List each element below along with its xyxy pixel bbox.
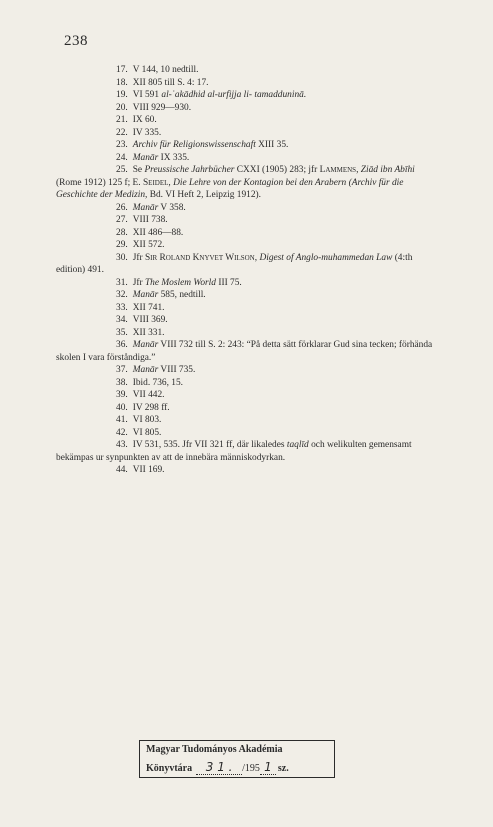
endnote-number: 43.	[116, 440, 128, 450]
endnote-text: XII 805 till S. 4: 17.	[132, 77, 209, 88]
endnote-text: Preussische Jahrbücher	[144, 165, 235, 175]
endnote-item	[56, 402, 440, 415]
endnote-item	[56, 102, 440, 115]
endnote-item	[56, 327, 440, 340]
endnote-text: al-ʿakādhid al-urfijja li- tamadduninā.	[161, 90, 307, 100]
endnote-item	[56, 314, 440, 327]
endnote-text: Ibid. 736, 15.	[132, 377, 183, 388]
stamp-institution: Magyar Tudományos Akadémia	[146, 744, 283, 755]
endnote-text: IX 335.	[158, 152, 190, 163]
endnote-text: VI 803.	[132, 415, 162, 425]
endnote-number: 35.	[116, 327, 128, 338]
endnote-number: 39.	[116, 390, 128, 400]
endnote-number: 24.	[116, 152, 128, 163]
endnote-item	[56, 289, 440, 302]
endnote-item	[56, 339, 440, 364]
endnote-text: The Moslem World	[144, 277, 216, 288]
endnote-number: 33.	[116, 302, 128, 313]
endnote-item	[56, 302, 440, 315]
endnote-text: VI 805.	[132, 427, 162, 438]
endnote-item	[56, 139, 440, 152]
endnote-text: VII 169.	[132, 465, 165, 475]
endnote-text: 585, nedtill.	[158, 290, 206, 300]
endnote-text: Manār	[132, 340, 159, 350]
endnote-number: 17.	[116, 65, 128, 75]
endnote-text: ,	[356, 165, 361, 175]
endnote-text: IX 60.	[132, 115, 157, 125]
endnote-item	[56, 414, 440, 427]
endnote-number: 25.	[116, 165, 128, 175]
endnote-text: XIII 35.	[255, 140, 289, 150]
endnote-text: ,	[254, 252, 260, 263]
endnote-number: 22.	[116, 127, 128, 138]
library-stamp	[139, 740, 335, 778]
endnote-text: IV 298 ff.	[132, 402, 170, 413]
endnote-text: Se	[132, 165, 145, 175]
endnote-text: Archiv für Religionswissenschaft	[132, 140, 256, 150]
endnote-number: 40.	[116, 402, 128, 413]
endnote-item	[56, 227, 440, 240]
stamp-year: /195	[242, 763, 260, 774]
endnote-text: Manār	[132, 152, 159, 163]
endnote-item	[56, 252, 440, 277]
endnote-item	[56, 89, 440, 102]
endnote-text: VIII 738.	[132, 215, 168, 225]
endnote-number: 26.	[116, 202, 128, 213]
endnote-text: VIII 369.	[132, 315, 168, 325]
endnote-item	[56, 277, 440, 290]
endnote-item	[56, 464, 440, 477]
endnote-item	[56, 427, 440, 440]
endnote-text: ,	[168, 177, 174, 188]
endnote-item	[56, 202, 440, 215]
endnotes-list	[56, 64, 440, 477]
stamp-line-1	[146, 744, 328, 760]
endnote-number: 37.	[116, 365, 128, 375]
endnote-number: 21.	[116, 115, 128, 125]
endnote-text: Die Lehre von der Kontagion bei den Arabern (Archiv für die Geschichte der Medizin,	[56, 177, 404, 200]
endnote-number: 23.	[116, 140, 128, 150]
endnote-number: 30.	[116, 252, 128, 263]
endnote-text: Digest of Anglo-muhammedan Law	[259, 252, 393, 263]
endnote-text: CXXI (1905) 283; jfr	[234, 165, 320, 175]
endnote-item	[56, 114, 440, 127]
endnote-text: Jfr	[132, 277, 145, 288]
endnote-text: XII 486—88.	[132, 227, 184, 238]
endnote-number: 42.	[116, 427, 128, 438]
endnote-number: 34.	[116, 315, 128, 325]
endnote-text: (4:th edition) 491.	[56, 252, 413, 275]
endnote-number: 44.	[116, 465, 128, 475]
endnote-text: XII 572.	[132, 240, 165, 250]
stamp-abbr: sz.	[277, 763, 289, 774]
endnote-text: V 144, 10 nedtill.	[132, 65, 199, 75]
endnote-item	[56, 364, 440, 377]
endnote-number: 29.	[116, 240, 128, 250]
endnote-number: 31.	[116, 277, 128, 288]
endnote-number: 18.	[116, 77, 128, 88]
endnote-text: Sir Roland Knyvet Wilson	[144, 252, 255, 263]
endnote-text: VIII 735.	[158, 365, 196, 375]
endnote-text: V 358.	[158, 202, 186, 213]
endnote-text: och welikulten gemensamt bekämpas ur synpunkten av att de innebära människodyrkan.	[56, 440, 412, 463]
endnote-item	[56, 152, 440, 165]
endnote-text: XII 331.	[132, 327, 165, 338]
endnote-text: VIII 929—930.	[132, 102, 192, 113]
endnote-text: Manār	[132, 365, 159, 375]
endnote-number: 19.	[116, 90, 128, 100]
stamp-line-2	[146, 760, 328, 776]
endnote-text: IV 335.	[132, 127, 162, 138]
endnote-item	[56, 64, 440, 77]
stamp-handwritten-number: 3 1 .	[196, 760, 242, 775]
page-number: 238	[64, 33, 88, 49]
endnote-text: IV 531, 535. Jfr VII 321 ff, där likaledes	[132, 440, 287, 450]
stamp-library-label: Könyvtára	[146, 763, 193, 774]
endnote-text: taqlīd	[286, 440, 309, 450]
endnote-item	[56, 164, 440, 202]
endnote-number: 41.	[116, 415, 128, 425]
endnote-text: (Rome 1912) 125 f; E.	[56, 177, 143, 188]
endnote-text: XII 741.	[132, 302, 165, 313]
endnote-item	[56, 439, 440, 464]
endnote-item	[56, 214, 440, 227]
endnote-text: VIII 732 till S. 2: 243: “På detta sätt förklarar Gud sina tecken; förhända skolen I vara förståndiga.”	[56, 340, 433, 363]
endnote-number: 20.	[116, 102, 128, 113]
endnote-number: 28.	[116, 227, 128, 238]
endnote-text: Ziād ibn Abīhi	[360, 165, 415, 175]
endnote-number: 38.	[116, 377, 128, 388]
endnote-text: Bd. VI Heft 2, Leipzig 1912).	[147, 190, 261, 200]
endnote-text: Manār	[132, 290, 159, 300]
endnote-item	[56, 127, 440, 140]
endnote-text: III 75.	[215, 277, 242, 288]
endnote-number: 27.	[116, 215, 128, 225]
stamp-handwritten-suffix: 1	[260, 760, 276, 775]
endnote-item	[56, 77, 440, 90]
endnote-number: 32.	[116, 290, 128, 300]
endnote-text: Seidel	[142, 177, 169, 188]
endnote-text: Jfr	[132, 252, 145, 263]
endnote-text: Manār	[132, 202, 159, 213]
endnote-text: VII 442.	[132, 390, 165, 400]
endnote-item	[56, 377, 440, 390]
endnote-item	[56, 389, 440, 402]
endnote-number: 36.	[116, 340, 128, 350]
endnote-item	[56, 239, 440, 252]
endnote-text: Lammens	[319, 165, 357, 175]
endnote-text: VI 591	[132, 90, 162, 100]
